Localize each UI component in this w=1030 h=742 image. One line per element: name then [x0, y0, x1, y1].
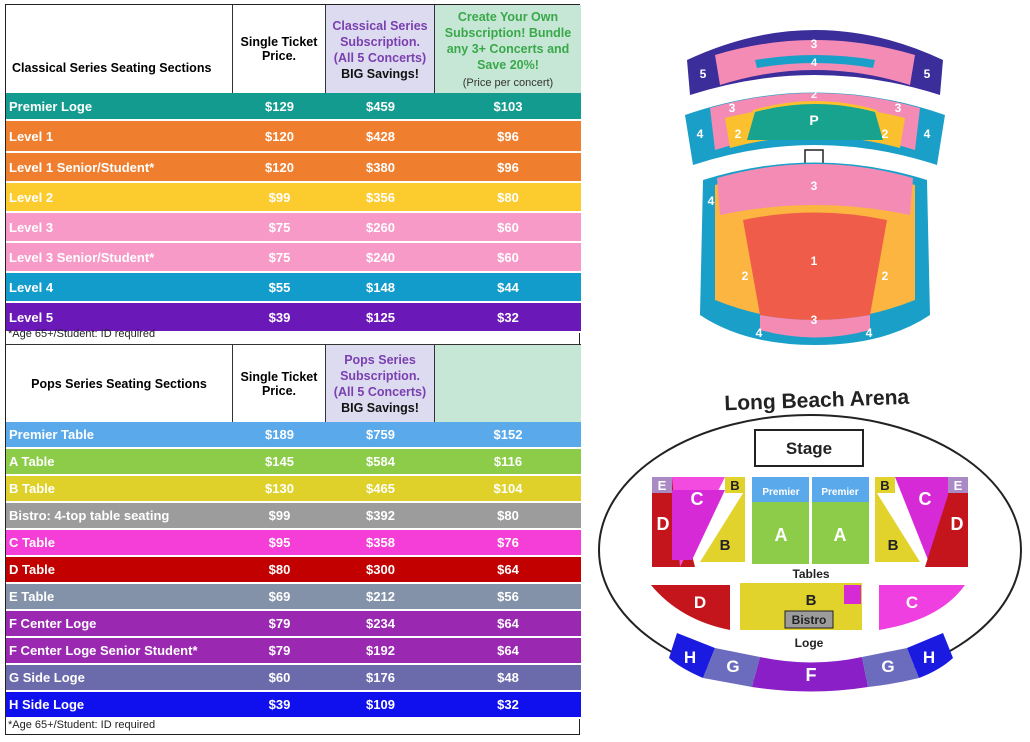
pops-cell-single: $145: [265, 454, 294, 469]
pops-cell-own: $48: [497, 670, 519, 685]
label-c-left: C: [690, 489, 704, 509]
label-f: F: [805, 665, 817, 685]
classical-cell-name: Premier Loge: [9, 98, 93, 114]
pops-cell-name: G Side Loge: [9, 670, 85, 685]
pops-cell-single: $95: [268, 535, 291, 550]
pops-cell-name: F Center Loge Senior Student*: [9, 643, 198, 658]
pops-cell-single: $79: [268, 643, 291, 658]
label-3-front: 3: [810, 313, 818, 327]
pops-cell-own: $152: [493, 427, 523, 442]
pops-cell-sub: $392: [366, 508, 395, 523]
label-2-mid-left: 2: [734, 127, 742, 141]
pops-row: [6, 665, 581, 692]
classical-cell-name: Level 5: [9, 309, 54, 325]
classical-cell-own: $103: [493, 98, 523, 114]
classical-cell-single: $75: [268, 219, 291, 235]
classical-cell-own: $60: [497, 249, 519, 265]
label-g-right: G: [881, 657, 895, 676]
pops-cell-sub: $759: [366, 427, 395, 442]
label-premier-left: Premier: [762, 487, 800, 498]
pops-section-header: Pops Series Seating Sections: [6, 345, 233, 422]
stage-label: Stage: [785, 439, 833, 458]
pops-cell-name: Premier Table: [9, 427, 95, 442]
label-2-mid: 2: [810, 89, 818, 101]
pops-sub-savings: BIG Savings!: [341, 401, 419, 415]
classical-cell-sub: $125: [366, 309, 395, 325]
classical-cell-single: $75: [268, 249, 291, 265]
classical-hall-map: [585, 0, 1030, 737]
classical-header: [6, 5, 581, 93]
classical-cell-name: Level 4: [9, 279, 54, 295]
classical-cell-sub: $459: [366, 98, 395, 114]
label-3-lower: 3: [810, 179, 818, 193]
label-b-right-top: B: [880, 478, 890, 493]
pops-note: [6, 716, 581, 734]
label-2-lower-left: 2: [741, 269, 749, 283]
classical-cell-own: $32: [497, 309, 519, 325]
pops-row: [6, 476, 581, 503]
c-table-lower-small: [844, 585, 861, 604]
label-c-right: C: [918, 489, 932, 509]
pops-cell-sub: $176: [366, 670, 395, 685]
pops-row: [6, 503, 581, 530]
seating-maps: [585, 0, 1030, 737]
label-tables: Tables: [792, 567, 830, 581]
pops-row: [6, 584, 581, 611]
pops-cell-own: $64: [497, 616, 519, 631]
classical-cell-sub: $148: [366, 279, 395, 295]
pops-cell-name: H Side Loge: [9, 697, 85, 712]
classical-section-header: Classical Series Seating Sections: [6, 5, 233, 93]
label-d-right: D: [950, 514, 964, 534]
pops-cell-name: B Table: [9, 481, 55, 496]
pops-cell-single: $130: [265, 481, 294, 496]
pops-row: [6, 692, 581, 719]
pops-own-header: [435, 345, 581, 422]
label-premier-right: Premier: [821, 487, 859, 498]
classical-cell-name: Level 1 Senior/Student*: [9, 159, 155, 175]
label-3-mid-right: 3: [894, 101, 902, 115]
pops-row: [6, 611, 581, 638]
classical-note-text: *Age 65+/Student: ID required: [8, 328, 156, 340]
classical-row: [6, 183, 581, 213]
label-2-lower-right: 2: [881, 269, 889, 283]
pops-cell-own: $76: [497, 535, 519, 550]
pops-cell-own: $56: [497, 589, 519, 604]
pops-cell-single: $189: [265, 427, 294, 442]
pops-cell-name: D Table: [9, 562, 55, 577]
label-e-right: E: [953, 478, 963, 493]
pops-note-text: *Age 65+/Student: ID required: [8, 719, 156, 731]
classical-cell-sub: $428: [366, 128, 395, 144]
pops-cell-name: Bistro: 4-top table seating: [9, 508, 170, 523]
classical-row: [6, 153, 581, 183]
classical-cell-sub: $356: [366, 189, 395, 205]
label-a-right: A: [833, 525, 847, 545]
label-loge: Loge: [794, 636, 824, 650]
pops-cell-sub: $300: [366, 562, 395, 577]
label-4-top: 4: [810, 57, 818, 69]
label-b-left-top: B: [730, 478, 740, 493]
label-3-mid-left: 3: [728, 101, 736, 115]
pops-cell-sub: $109: [366, 697, 395, 712]
pops-sub-title: Pops Series Subscription. (All 5 Concerts): [333, 353, 427, 399]
own-sub-header: [435, 5, 581, 93]
label-5-right: 5: [923, 67, 931, 81]
pops-cell-sub: $234: [366, 616, 395, 631]
classical-cell-sub: $240: [366, 249, 395, 265]
pops-header: [6, 344, 581, 422]
pops-row: [6, 557, 581, 584]
label-4-mid-left: 4: [696, 127, 704, 141]
classical-single-header: Single Ticket Price.: [233, 5, 326, 93]
pricing-table: [5, 4, 580, 735]
pops-cell-sub: $358: [366, 535, 395, 550]
label-g-left: G: [726, 657, 740, 676]
pops-cell-name: C Table: [9, 535, 55, 550]
classical-sub-header: [326, 5, 435, 93]
pops-cell-single: $60: [268, 670, 291, 685]
pops-cell-own: $80: [497, 508, 519, 523]
classical-cell-name: Level 1: [9, 128, 54, 144]
pops-cell-own: $116: [493, 454, 523, 469]
classical-cell-single: $39: [268, 309, 291, 325]
label-4-mid-right: 4: [923, 127, 931, 141]
pops-cell-sub: $192: [366, 643, 395, 658]
classical-note: [6, 324, 581, 344]
label-b-left: B: [719, 537, 731, 554]
classical-cell-own: $96: [497, 128, 519, 144]
pops-row: [6, 530, 581, 557]
label-premier: P: [809, 112, 819, 128]
pops-cell-sub: $465: [366, 481, 395, 496]
classical-sub-savings: BIG Savings!: [341, 66, 419, 81]
classical-cell-single: $99: [268, 189, 291, 205]
classical-row: [6, 273, 581, 303]
label-2-mid-right: 2: [881, 127, 889, 141]
classical-cell-own: $44: [497, 279, 519, 295]
classical-sub-title: Classical Series Subscription. (All 5 Concerts): [332, 18, 428, 65]
label-h-right: H: [922, 648, 936, 667]
classical-cell-name: Level 3 Senior/Student*: [9, 249, 155, 265]
pops-sub-header: [326, 345, 435, 422]
pops-cell-name: A Table: [9, 454, 55, 469]
pops-row: [6, 422, 581, 449]
label-3-top: 3: [810, 37, 818, 51]
pops-single-header: Single Ticket Price.: [233, 345, 326, 422]
pops-cell-single: $39: [268, 697, 291, 712]
pops-cell-own: $64: [497, 562, 519, 577]
classical-cell-own: $80: [497, 189, 519, 205]
classical-cell-name: Level 2: [9, 189, 54, 205]
label-h-left: H: [683, 648, 697, 667]
classical-cell-own: $96: [497, 159, 519, 175]
classical-row: [6, 213, 581, 243]
label-a-left: A: [774, 525, 788, 545]
classical-cell-single: $55: [268, 279, 291, 295]
classical-cell-single: $120: [265, 159, 294, 175]
pops-cell-single: $99: [268, 508, 291, 523]
pops-cell-name: F Center Loge: [9, 616, 97, 631]
label-4-bottom-right: 4: [865, 326, 873, 340]
label-b-lower: B: [805, 592, 817, 609]
classical-cell-single: $120: [265, 128, 294, 144]
label-d-lower: D: [693, 593, 707, 612]
classical-cell-single: $129: [265, 98, 294, 114]
pops-cell-own: $104: [493, 481, 523, 496]
classical-row: [6, 243, 581, 273]
classical-cell-name: Level 3: [9, 219, 54, 235]
pops-row: [6, 449, 581, 476]
label-5-left: 5: [699, 67, 707, 81]
classical-cell-own: $60: [497, 219, 519, 235]
label-1: 1: [810, 254, 818, 268]
pops-cell-name: E Table: [9, 589, 55, 604]
label-4-bottom-left: 4: [755, 326, 763, 340]
pops-cell-own: $64: [497, 643, 519, 658]
classical-cell-sub: $380: [366, 159, 395, 175]
label-e-left: E: [657, 478, 667, 493]
label-bistro: Bistro: [791, 613, 827, 627]
label-c-lower: C: [905, 593, 919, 612]
pops-row: [6, 638, 581, 665]
pops-cell-single: $79: [268, 616, 291, 631]
label-4-lower-left: 4: [707, 194, 715, 208]
own-sub-note: (Price per concert): [462, 77, 554, 89]
arena-title: Long Beach Arena: [724, 385, 910, 416]
classical-cell-sub: $260: [366, 219, 395, 235]
own-sub-title: Create Your Own Subscription! Bundle any 3+ Concerts and Save 20%!: [444, 10, 572, 72]
label-b-right: B: [887, 537, 899, 554]
classical-row: [6, 121, 581, 153]
pops-cell-own: $32: [497, 697, 519, 712]
label-d-left: D: [656, 514, 670, 534]
pops-cell-sub: $584: [366, 454, 395, 469]
pops-cell-sub: $212: [366, 589, 395, 604]
pops-cell-single: $69: [268, 589, 291, 604]
pops-cell-single: $80: [268, 562, 291, 577]
classical-row: [6, 93, 581, 121]
